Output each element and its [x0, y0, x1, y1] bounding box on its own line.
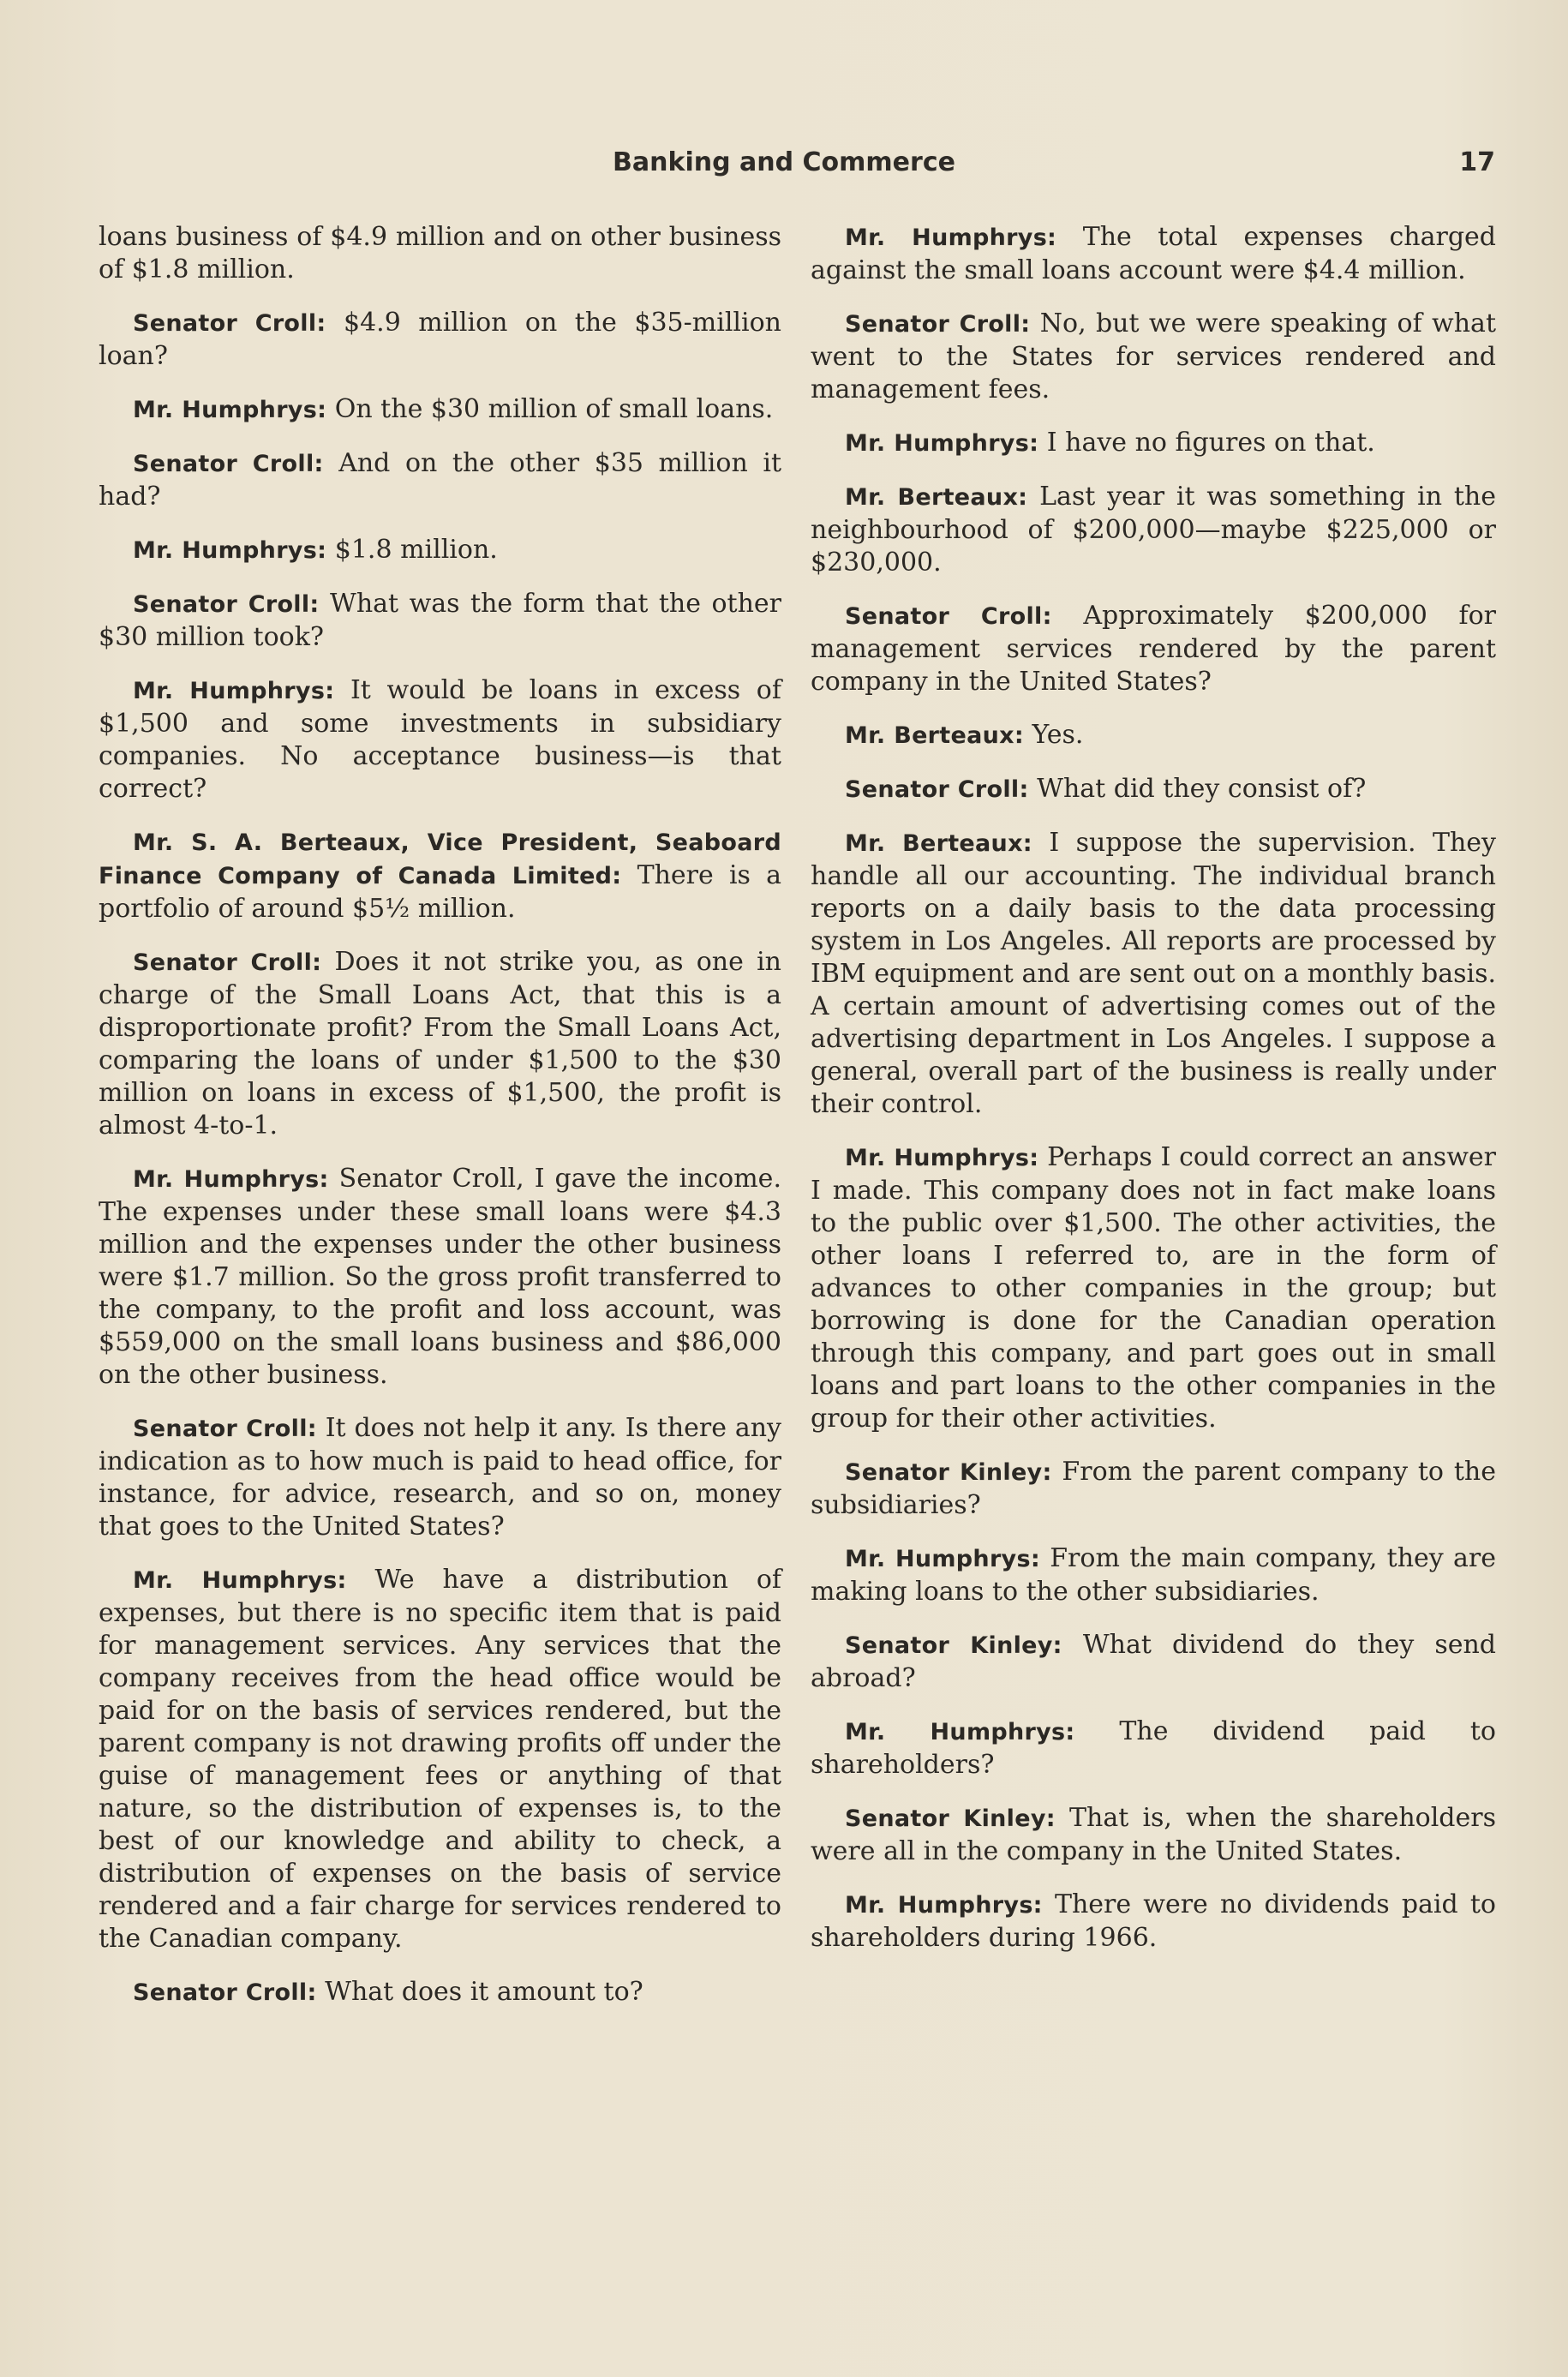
speaker-name: Senator Croll: [133, 591, 320, 618]
speech-text: Does it not strike you, as one in charge of the Small Loans Act, that this is a disproportionate profit? From the Small Loans Act, comparing the loans of under $1,500 to the $30 million on loans in excess of $1,500, the profit is almost 4-to-1. [99, 947, 781, 1141]
transcript-paragraph [811, 1715, 1496, 1781]
speaker-name: Mr. Humphrys: [133, 537, 327, 564]
transcript-paragraph [811, 1802, 1496, 1868]
transcript-paragraph [99, 221, 781, 286]
speech-text: What was the form that the other $30 million took? [99, 589, 782, 652]
right-column [811, 221, 1496, 1975]
transcript-paragraph [99, 674, 781, 805]
speaker-name: Mr. Humphrys: [133, 1166, 329, 1193]
speaker-name: Senator Croll: [133, 451, 324, 477]
speech-text: The total expenses charged against the small loans account were $4.4 million. [811, 222, 1497, 285]
speech-text: There is a portfolio of around $5½ million. [99, 860, 781, 924]
speaker-name: Mr. Humphrys: [133, 397, 327, 423]
transcript-paragraph [811, 719, 1496, 752]
speech-text: Perhaps I could correct an answer I made. This company does not in fact make loans to the public over $1,500. The other activities, the other loans I referred to, are in the form of advances to other companies in the group; but borrowing is done for the Canadian operation through this company, and part goes out in small loans and part loans to the other companies in the group for their other activities. [811, 1142, 1496, 1434]
speech-text: And on the other $35 million it had? [99, 448, 781, 512]
speech-text: Last year it was something in the neighbourhood of $200,000—maybe $225,000 or $230,000. [811, 482, 1496, 578]
transcript-paragraph [811, 1629, 1496, 1695]
transcript-paragraph [99, 946, 781, 1142]
transcript-paragraph [811, 308, 1496, 406]
speech-text: There were no dividends paid to shareholders during 1966. [811, 1889, 1496, 1953]
transcript-paragraph [811, 1456, 1496, 1522]
speaker-name: Mr. Humphrys: [845, 430, 1039, 457]
speaker-name: Mr. Humphrys: [133, 678, 335, 704]
speaker-name: Mr. Humphrys: [845, 1546, 1040, 1572]
transcript-paragraph [99, 826, 781, 925]
speaker-name: Senator Croll: [133, 1979, 317, 2006]
transcript-paragraph [811, 481, 1496, 579]
speech-text: That is, when the shareholders were all in the company in the United States. [811, 1803, 1496, 1866]
speaker-name: Mr. Berteaux: [845, 830, 1032, 857]
transcript-paragraph [811, 600, 1496, 698]
page-number: 17 [1459, 147, 1495, 177]
speaker-name: Senator Croll: [845, 311, 1031, 338]
speaker-name: Mr. S. A. Berteaux, Vice President, Seaboard Finance Company of Canada Limited: [99, 829, 781, 889]
speech-text: Approximately $200,000 for management services rendered by the parent company in the United States? [811, 601, 1496, 697]
speaker-name: Senator Croll: [133, 310, 326, 337]
speech-text: It does not help it any. Is there any indication as to how much is paid to head office, for instance, for advice, research, and so on, money that goes to the United States? [99, 1413, 781, 1542]
transcript-paragraph [811, 427, 1496, 460]
speech-text: $1.8 million. [334, 535, 498, 565]
speech-text: Senator Croll, I gave the income. The expenses under these small loans were $4.3 million and the expenses under the other business were $1.7 million. So the gross profit transferred to the company, to the profit and loss account, was $559,000 on the small loans business and $86,000 on the other business. [99, 1164, 781, 1390]
speaker-name: Mr. Humphrys: [845, 1892, 1043, 1919]
speaker-name: Mr. Humphrys: [133, 1567, 347, 1594]
speaker-name: Senator Croll: [845, 603, 1052, 630]
transcript-paragraph [99, 1412, 781, 1543]
transcript-paragraph [99, 393, 781, 427]
speaker-name: Mr. Humphrys: [845, 1145, 1039, 1171]
speaker-name: Mr. Berteaux: [845, 722, 1024, 749]
speech-text: From the parent company to the subsidiaries? [811, 1457, 1496, 1520]
running-title: Banking and Commerce [613, 147, 955, 177]
speaker-name: Mr. Humphrys: [845, 225, 1057, 251]
speech-text: loans business of $4.9 million and on other business of $1.8 million. [99, 222, 781, 284]
speaker-name: Senator Croll: [133, 1416, 317, 1442]
transcript-paragraph [99, 307, 781, 373]
speaker-name: Senator Kinley: [845, 1632, 1062, 1659]
speech-text: What does it amount to? [325, 1977, 643, 2007]
transcript-paragraph [811, 773, 1496, 806]
speech-text: It would be loans in excess of $1,500 and some investments in subsidiary companies. No acceptance business—is that correct? [99, 675, 781, 804]
transcript-paragraph [99, 1976, 781, 2009]
transcript-paragraph [99, 534, 781, 567]
speech-text: No, but we were speaking of what went to the States for services rendered and management fees. [811, 308, 1496, 404]
speech-text: We have a distribution of expenses, but there is no specific item that is paid for management services. Any services that the company receives from the head office would be paid for on the basis of services rendered, but the parent company is not drawing profits off under the guise of management fees or anything of that nature, so the distribution of expenses is, to the best of our knowledge and ability to check, a distribution of expenses on the basis of service rendered and a fair charge for services rendered to the Canadian company. [99, 1565, 781, 1954]
speech-text: On the $30 million of small loans. [334, 394, 774, 424]
speech-text: From the main company, they are making loans to the other subsidiaries. [811, 1543, 1496, 1607]
transcript-paragraph [99, 1564, 781, 1955]
speaker-name: Mr. Berteaux: [845, 484, 1028, 511]
left-column [99, 221, 781, 2030]
transcript-paragraph [811, 1542, 1496, 1608]
speaker-name: Senator Kinley: [845, 1459, 1052, 1486]
speech-text: Yes. [1032, 720, 1084, 750]
speaker-name: Senator Kinley: [845, 1805, 1056, 1832]
transcript-paragraph [99, 1163, 781, 1392]
transcript-paragraph [99, 588, 781, 654]
transcript-paragraph [99, 447, 781, 513]
speech-text: What did they consist of? [1037, 774, 1367, 804]
speech-text: The dividend paid to shareholders? [811, 1716, 1496, 1780]
transcript-paragraph [811, 827, 1496, 1121]
running-header [0, 147, 1568, 185]
speech-text: $4.9 million on the $35-million loan? [99, 308, 781, 371]
transcript-paragraph [811, 221, 1496, 287]
speaker-name: Senator Croll: [133, 949, 322, 976]
speech-text: What dividend do they send abroad? [811, 1630, 1496, 1693]
speech-text: I suppose the supervision. They handle all our accounting. The individual branch reports on a daily basis to the data processing system in Los Angeles. All reports are processed by IBM equipment and are sent out on a monthly basis. A certain amount of advertising comes out of the advertising department in Los Angeles. I suppose a general, overall part of the business is really under their control. [811, 828, 1496, 1119]
speaker-name: Senator Croll: [845, 776, 1029, 803]
speech-text: I have no figures on that. [1046, 428, 1375, 458]
speaker-name: Mr. Humphrys: [845, 1719, 1075, 1745]
transcript-paragraph [811, 1889, 1496, 1955]
transcript-paragraph [811, 1141, 1496, 1435]
